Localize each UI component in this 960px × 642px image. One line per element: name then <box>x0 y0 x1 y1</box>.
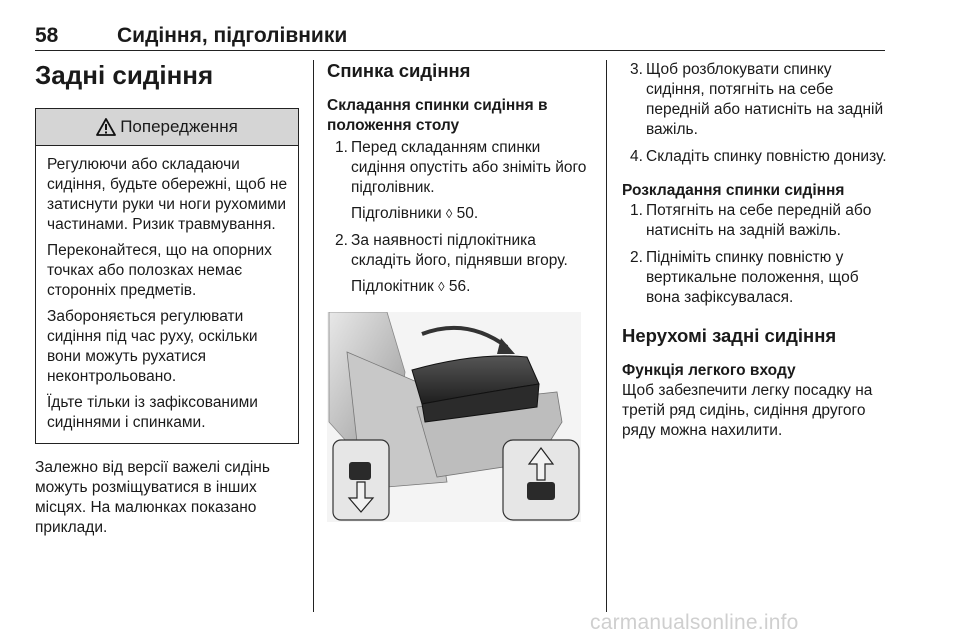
reference-label: Підголівники <box>351 205 442 222</box>
list-item <box>622 248 890 308</box>
unfold-steps-list <box>622 201 890 308</box>
warning-paragraph: Регулюючи або складаючи сидіння, будьте обережні, щоб не затиснути руки чи ноги рухомими частинами. Ризик травмування. <box>47 156 288 233</box>
body-paragraph: Залежно від версії важелі сидінь можуть розміщуватися в інших місцях. На малюнках показано приклади. <box>35 459 270 536</box>
section-title: Задні сидіння <box>35 60 214 90</box>
warning-box <box>35 108 299 444</box>
step-number: 1. <box>335 139 348 156</box>
warning-paragraph: Переконайтеся, що на опорних точках або полозках немає сторонніх предметів. <box>47 242 272 299</box>
page-reference-icon: ◊ <box>438 279 445 294</box>
seat-illustration <box>327 312 581 522</box>
subsection-title: Функція легкого входу <box>622 362 796 379</box>
reference-page: 56. <box>448 278 471 295</box>
section-title: Нерухомі задні сидіння <box>622 325 837 346</box>
watermark: carmanualsonline.info <box>590 611 799 634</box>
warning-paragraph: Забороняється регулювати сидіння під час руху, оскільки вони можуть рухатися неконтрольовано. <box>47 308 258 385</box>
step-number: 3. <box>630 61 643 78</box>
list-item <box>327 138 589 224</box>
reference-page: 50. <box>456 205 479 222</box>
step-text: Підніміть спинку повністю у вертикальне положення, щоб вона зафіксувалася. <box>646 249 859 306</box>
body-paragraph: Щоб забезпечити легку посадку на третій ряд сидінь, сидіння другого ряду можна нахилити. <box>622 382 873 439</box>
step-text: Щоб розблокувати спинку сидіння, потягніть на себе передній або натисніть на задній важіль. <box>646 61 884 138</box>
cross-reference[interactable] <box>351 204 589 224</box>
list-item <box>622 60 890 140</box>
step-number: 2. <box>335 232 348 249</box>
step-number: 1. <box>630 202 643 219</box>
column-divider <box>313 60 314 612</box>
warning-header <box>36 109 298 146</box>
list-item <box>327 231 589 297</box>
running-title: Сидіння, підголівники <box>117 24 348 47</box>
column-middle <box>327 60 589 528</box>
step-text: Потягніть на себе передній або натисніть на задній важіль. <box>646 202 872 239</box>
step-number: 4. <box>630 148 643 165</box>
column-divider <box>606 60 607 612</box>
list-item <box>622 147 890 167</box>
reference-label: Підлокітник <box>351 278 434 295</box>
subsection-title: Складання спинки сидіння в положення столу <box>327 97 548 134</box>
page-header <box>35 22 885 51</box>
steps-list <box>327 138 589 297</box>
steps-list-continued <box>622 60 890 167</box>
cross-reference[interactable] <box>351 277 589 297</box>
section-title: Спинка сидіння <box>327 60 471 81</box>
step-number: 2. <box>630 249 643 266</box>
step-text: Складіть спинку повністю донизу. <box>646 148 887 165</box>
page-number: 58 <box>35 24 59 47</box>
page-reference-icon: ◊ <box>445 206 453 221</box>
list-item <box>622 201 890 241</box>
step-text: За наявності підлокітника складіть його, піднявши вгору. <box>351 232 568 269</box>
step-text: Перед складанням спинки сидіння опустіть або зніміть його підголівник. <box>351 139 587 196</box>
warning-triangle-icon <box>96 118 116 136</box>
warning-paragraph: Їдьте тільки із зафіксованими сидіннями і спинками. <box>47 394 258 431</box>
column-left <box>35 60 299 538</box>
warning-body <box>36 146 298 443</box>
warning-label: Попередження <box>120 117 238 136</box>
subsection-title: Розкладання спинки сидіння <box>622 182 845 199</box>
column-right <box>622 60 890 441</box>
